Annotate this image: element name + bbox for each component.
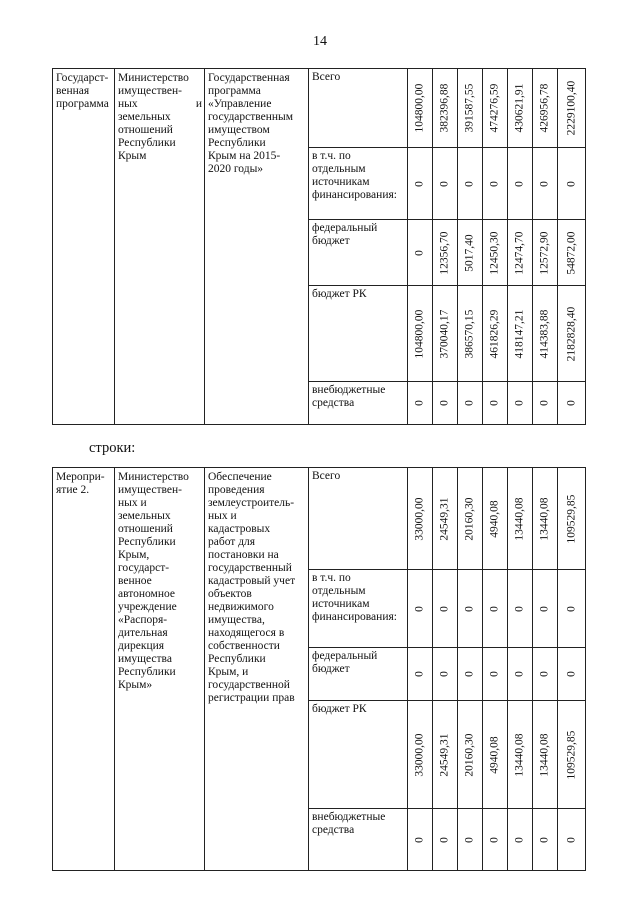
funding-source-label: в т.ч. по отдельным источникам финансирования: [312,150,397,201]
value-text: 0 [463,836,476,843]
value-cell [483,69,508,148]
value-text: 0 [413,671,426,677]
budget-table-measure [52,467,586,871]
value-cell [458,148,483,220]
funding-source-cell [309,286,408,382]
value-text: 0 [438,180,451,187]
funding-source-cell [309,220,408,286]
value-cell [483,286,508,382]
program-type-cell [53,468,115,871]
value-text: 0 [413,605,426,612]
value-text: 0 [538,180,551,187]
value-cell [533,648,558,701]
value-cell [483,148,508,220]
value-cell [533,701,558,809]
value-cell [533,809,558,871]
program-name-text: Государственная программа «Управление государственным имуществом Республики Крым на 2015- 2020 годы» [208,72,294,175]
value-text: 0 [413,249,426,256]
funding-source-label: Всего [312,71,341,83]
value-cell [558,809,586,871]
value-cell [408,148,433,220]
value-text: 0 [463,180,476,187]
value-text: 418147,21 [513,309,526,358]
value-cell [533,382,558,425]
value-text: 430621,91 [513,83,526,133]
value-cell [433,809,458,871]
value-cell [408,382,433,425]
value-cell [558,570,586,648]
section-label: строки: [89,440,136,456]
value-text: 0 [565,400,577,406]
value-text: 0 [438,671,451,677]
funding-source-label: внебюджетные средства [312,811,386,836]
value-text: 0 [438,400,451,406]
program-type-cell [53,69,115,425]
value-cell [433,220,458,286]
value-text: 0 [565,836,577,843]
table-row [53,468,586,570]
value-cell [408,809,433,871]
value-cell [433,382,458,425]
funding-source-cell [309,148,408,220]
value-cell [458,570,483,648]
value-text: 0 [413,836,426,843]
value-text: 54872,00 [565,230,577,275]
value-cell [508,570,533,648]
value-cell [483,220,508,286]
value-text: 12474,70 [513,230,526,275]
value-cell [508,648,533,701]
value-cell [433,570,458,648]
value-cell [458,69,483,148]
value-cell [533,286,558,382]
value-cell [458,648,483,701]
value-text: 0 [413,180,426,187]
value-text: 0 [513,400,526,406]
value-text: 0 [565,605,577,612]
funding-source-cell [309,809,408,871]
value-cell [458,809,483,871]
value-cell [558,468,586,570]
value-text: 0 [438,605,451,612]
value-cell [508,382,533,425]
value-text: 0 [463,671,476,677]
funding-source-cell [309,701,408,809]
value-cell [508,148,533,220]
value-text: 0 [438,836,451,843]
value-cell [558,286,586,382]
value-text: 370040,17 [438,309,451,358]
value-cell [408,701,433,809]
value-text: 0 [538,836,551,843]
program-name-cell [205,468,309,871]
value-text: 0 [488,180,501,187]
value-text: 414383,88 [538,309,551,358]
funding-source-label: бюджет РК [312,288,367,300]
value-cell [483,701,508,809]
executor-text: Министерство имуществен- ных и земельных отношений Республики Крым [118,72,202,162]
value-text: 0 [463,400,476,406]
funding-source-label: федеральный бюджет [312,650,378,675]
value-text: 0 [565,180,577,187]
value-cell [408,69,433,148]
value-text: 20160,30 [463,732,476,777]
program-name-cell [205,69,309,425]
value-cell [408,286,433,382]
value-cell [433,468,458,570]
value-text: 0 [513,605,526,612]
value-text: 24549,31 [438,732,451,777]
value-cell [533,468,558,570]
value-cell [433,148,458,220]
value-cell [508,468,533,570]
value-text: 109529,85 [565,494,577,543]
value-cell [483,648,508,701]
value-text: 426956,78 [538,83,551,133]
value-cell [508,701,533,809]
value-text: 4940,08 [488,499,501,538]
value-text: 2182828,40 [565,306,577,361]
value-text: 0 [413,400,426,406]
value-text: 33000,00 [413,496,426,541]
funding-source-cell [309,69,408,148]
value-text: 0 [538,605,551,612]
budget-table-program [52,68,586,425]
funding-source-label: бюджет РК [312,703,367,715]
value-text: 104800,00 [413,309,426,358]
value-text: 12572,90 [538,230,551,275]
program-name-text: Обеспечение проведения землеустроитель- ных и кадастровых работ для постановки на государственный кадастровый учет объектов недвижимого имущества, находящегося в собственности Республики Крым, и государственной регистрации прав [208,471,296,704]
funding-source-cell [309,382,408,425]
executor-cell [115,69,205,425]
value-cell [483,468,508,570]
value-cell [558,648,586,701]
value-cell [458,468,483,570]
value-cell [558,220,586,286]
funding-source-label: федеральный бюджет [312,222,378,247]
value-text: 0 [488,836,501,843]
value-text: 0 [538,400,551,406]
value-text: 4940,08 [488,735,501,774]
value-cell [558,69,586,148]
funding-source-label: внебюджетные средства [312,384,386,409]
value-text: 13440,08 [513,496,526,541]
value-cell [458,286,483,382]
value-cell [508,220,533,286]
value-cell [508,286,533,382]
value-cell [458,220,483,286]
value-cell [408,220,433,286]
value-cell [533,69,558,148]
funding-source-cell [309,648,408,701]
value-text: 0 [565,671,577,677]
table-row [53,69,586,148]
value-cell [483,382,508,425]
value-cell [558,148,586,220]
value-cell [508,809,533,871]
value-text: 12450,30 [488,230,501,275]
value-text: 386570,15 [463,309,476,358]
value-text: 104800,00 [413,83,426,133]
value-text: 0 [513,180,526,187]
value-text: 0 [538,671,551,677]
value-text: 33000,00 [413,732,426,777]
value-cell [533,220,558,286]
value-text: 0 [463,605,476,612]
value-cell [433,69,458,148]
value-text: 0 [488,400,501,406]
value-cell [458,382,483,425]
funding-source-label: Всего [312,470,341,482]
value-cell [533,148,558,220]
value-text: 2229100,40 [565,80,577,136]
value-cell [433,701,458,809]
value-text: 461826,29 [488,309,501,358]
value-text: 24549,31 [438,496,451,541]
program-type-text: Государст-венная программа [56,72,109,110]
value-text: 0 [488,605,501,612]
funding-source-label: в т.ч. по отдельным источникам финансирования: [312,572,397,623]
value-cell [458,701,483,809]
page-number: 14 [313,34,327,49]
value-text: 0 [488,671,501,677]
value-text: 5017,40 [463,233,476,272]
executor-cell [115,468,205,871]
value-cell [433,648,458,701]
value-cell [558,382,586,425]
value-text: 13440,08 [513,732,526,777]
value-text: 0 [513,836,526,843]
value-cell [408,570,433,648]
value-cell [433,286,458,382]
executor-text: Министерство имуществен- ных и земельных отношений Республики Крым, государст- венное автономное учреждение «Распоря- дительная дирекция имущества Республики Крым» [118,471,189,691]
value-cell [558,701,586,809]
value-cell [483,809,508,871]
value-cell [533,570,558,648]
value-text: 474276,59 [488,83,501,133]
value-text: 12356,70 [438,230,451,275]
value-text: 0 [513,671,526,677]
value-cell [483,570,508,648]
value-cell [508,69,533,148]
value-text: 109529,85 [565,730,577,779]
value-cell [408,648,433,701]
funding-source-cell [309,468,408,570]
value-text: 391587,55 [463,83,476,133]
value-text: 20160,30 [463,496,476,541]
value-text: 382396,88 [438,83,451,133]
value-text: 13440,08 [538,732,551,777]
value-cell [408,468,433,570]
value-text: 13440,08 [538,496,551,541]
program-type-text: Меропри-ятие 2. [56,471,105,496]
funding-source-cell [309,570,408,648]
